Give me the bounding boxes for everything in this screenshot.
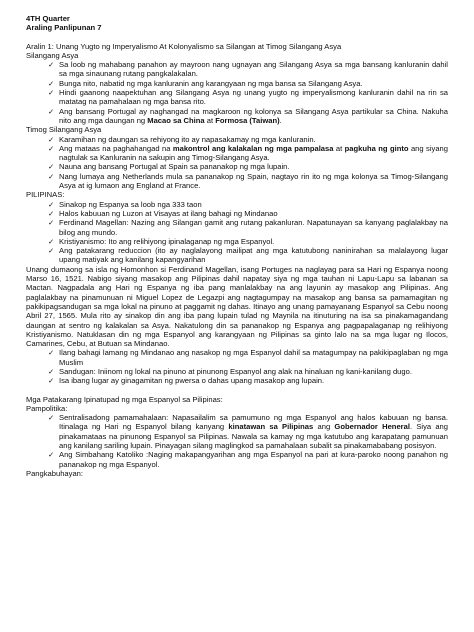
checkmark-icon: ✓ [48,218,55,228]
list-item: ✓ Sa loob ng mahabang panahon ay mayroon nang ugnayan ang Silangang Asya sa mga bansang kanluranin dahil sa mga sinaunang rutang pangkalakalan. [48,60,448,79]
list-item: ✓ Ang mataas na paghahangad na makontrol ang kalakalan ng mga pampalasa at pagkuha ng ginto ang siyang nagtulak sa Kanluranin na sakupin ang Timog-Silangang Asya. [48,143,448,163]
checkmark-icon: ✓ [48,413,55,423]
silangan-heading: Silangang Asya [26,50,79,60]
pilipinas-list [26,200,448,265]
timog-list [26,135,448,191]
checkmark-icon: ✓ [48,143,55,153]
subject-label: Araling Panlipunan 7 [26,23,102,33]
checkmark-icon: ✓ [48,60,55,70]
checkmark-icon: ✓ [48,199,55,209]
list-item: ✓ Bunga nito, nabatid ng mga kanluranin ang karangyaan ng mga bansa sa Silangang Asya. [48,78,363,88]
list-item: ✓ Sandugan: Iniinom ng lokal na pinuno at pinunong Espanyol ang alak na hinaluan ng kani-kanilang dugo. [48,366,412,376]
checkmark-icon: ✓ [48,78,55,88]
list-item: ✓ Sentralisadong pamamahalaan: Napasailalim sa pamumuno ng mga Espanyol ang halos kabuuan ng bansa. Itinalaga ng Hari ng Espanyol bilang kanyang kinatawan sa Pilipinas ang Gobernador Heneral. Siya ang pinakamataas na pinunong Espanyol sa Pilipinas. Nawala sa kamay ng mga katutubo ang karapatang pamunuan ang kanilang sariling lupain. Pinayagan silang maglingkod sa pamahalaan subalit sa pinakamababang posisyon. [48,413,448,451]
list-item: ✓ Ang Simbahang Katoliko :Naging makapangyarihan ang mga Espanyol na pari at kura-paroko noong panahon ng pananakop ng mga Espanyol. [48,450,448,469]
checkmark-icon: ✓ [48,106,55,116]
checkmark-icon: ✓ [48,208,55,218]
checkmark-icon: ✓ [48,450,55,460]
list-item: ✓ Isa ibang lugar ay ginagamitan ng pwersa o dahas upang masakop ang lupain. [48,376,325,386]
checkmark-icon: ✓ [48,348,55,358]
checkmark-icon: ✓ [48,162,55,172]
list-item: ✓ Ang patakarang reduccion (ito ay naglalayong mailipat ang mga katutubong naninirahan sa malalayong lugar upang matiyak ang kanilang kapangyarihan [48,246,448,265]
list-item: ✓ Nauna ang bansang Portugal at Spain sa pananakop ng mga lupain. [48,162,290,172]
checkmark-icon: ✓ [48,88,55,98]
checkmark-icon: ✓ [48,376,55,386]
list-item: ✓ Karamihan ng daungan sa rehiyong ito ay napasakamay ng mga kanluranin. [48,134,316,144]
timog-heading: Timog Silangang Asya [26,125,102,135]
pampolitika-list [26,413,448,469]
aralin-title: Aralin 1: Unang Yugto ng Imperyalismo At Kolonyalismo sa Silangan at Timog Silangang Asya [26,41,342,51]
list-item: ✓ Halos kabuuan ng Luzon at Visayas at ilang bahagi ng Mindanao [48,208,278,218]
pampolitika-heading: Pampolitika: [26,403,68,413]
checkmark-icon: ✓ [48,134,55,144]
checkmark-icon: ✓ [48,366,55,376]
pilipinas-heading: PILIPINAS: [26,190,65,200]
list-item: ✓ Sinakop ng Espanya sa loob nga 333 taon [48,199,202,209]
pilipinas-after-list [26,348,448,385]
pangkabuhayan-heading: Pangkabuhayan: [26,468,84,478]
silangan-list [26,60,448,125]
checkmark-icon: ✓ [48,246,55,256]
list-item: ✓ Hindi gaanong naapektuhan ang Silangang Asya ng unang yugto ng imperyalismong kanluranin dahil na rin sa matatag na pamahalaan ng mga bansa rito. [48,88,448,107]
pilipinas-paragraph: Unang dumaong sa isla ng Homonhon si Ferdinand Magellan, isang Portuges na naglayag para sa Hari ng Espanya noong Marso 16, 1521. Nabigo siyang masakop ang Pilipinas dahil napatay siya ng mga tauhan ni Lapu-Lapu sa labanan sa Mactan. Nagpadala ang Hari ng Espanya ng iba pang manlalakbay na ang layunin ay masakop ang Pilipinas. Ang paglalakbay na pinamunuan ni Miguel Lopez de Legazpi ang nagtagumpay na masakop ang bansa sa pamamagitan ng pakikipagsandugan sa mga lokal na pinuno at paggamit ng dahas. Itinayo ang unang pamayanang Espanyol sa Cebu noong Abril 27, 1565. Mula rito ay sinakop din ang iba pang lupain tulad ng Maynila na itinuturing na isa sa pinakamagandang daungan at sentro ng kalakalan sa Asya. Nakatulong din sa pananakop ng Espanya ang pagpapalaganap ng relihiyong Kristiyanismo. Natuklasan din ng mga Espanyol ang karangyaan ng Pilipinas sa ginto lalo na sa mga lugar ng Ilocos, Camarines, Cebu, at Butuan sa Mindanao. [26,264,448,349]
list-item: ✓ Ilang bahagi lamang ng Mindanao ang nasakop ng mga Espanyol dahil sa matagumpay na pakikipaglaban ng mga Muslim [48,348,448,367]
quarter-label: 4TH Quarter [26,14,70,23]
patakaran-heading: Mga Patakarang Ipinatupad ng mga Espanyol sa Pilipinas: [26,394,223,404]
list-item: ✓ Ferdinand Magellan: Nazing ang Silangan gamit ang rutang pakanluran. Napatunayan sa kanyang paglalakbay na bilog ang mundo. [48,218,448,237]
list-item: ✓ Kristiyanismo: Ito ang relihiyong ipinalaganap ng mga Espanyol. [48,236,275,246]
list-item: ✓ Ang bansang Portugal ay naghangad na magkaroon ng kolonya sa Silangang Asya partikular sa China. Nakuha nito ang mga daungan ng Macao sa China at Formosa (Taiwan). [48,106,448,125]
checkmark-icon: ✓ [48,171,55,181]
list-item: ✓ Nang lumaya ang Netherlands mula sa pananakop ng Spain, nagtayo rin ito ng mga kolonya sa Timog-Silangang Asya at ig lumaon ang England at France. [48,171,448,191]
checkmark-icon: ✓ [48,236,55,246]
